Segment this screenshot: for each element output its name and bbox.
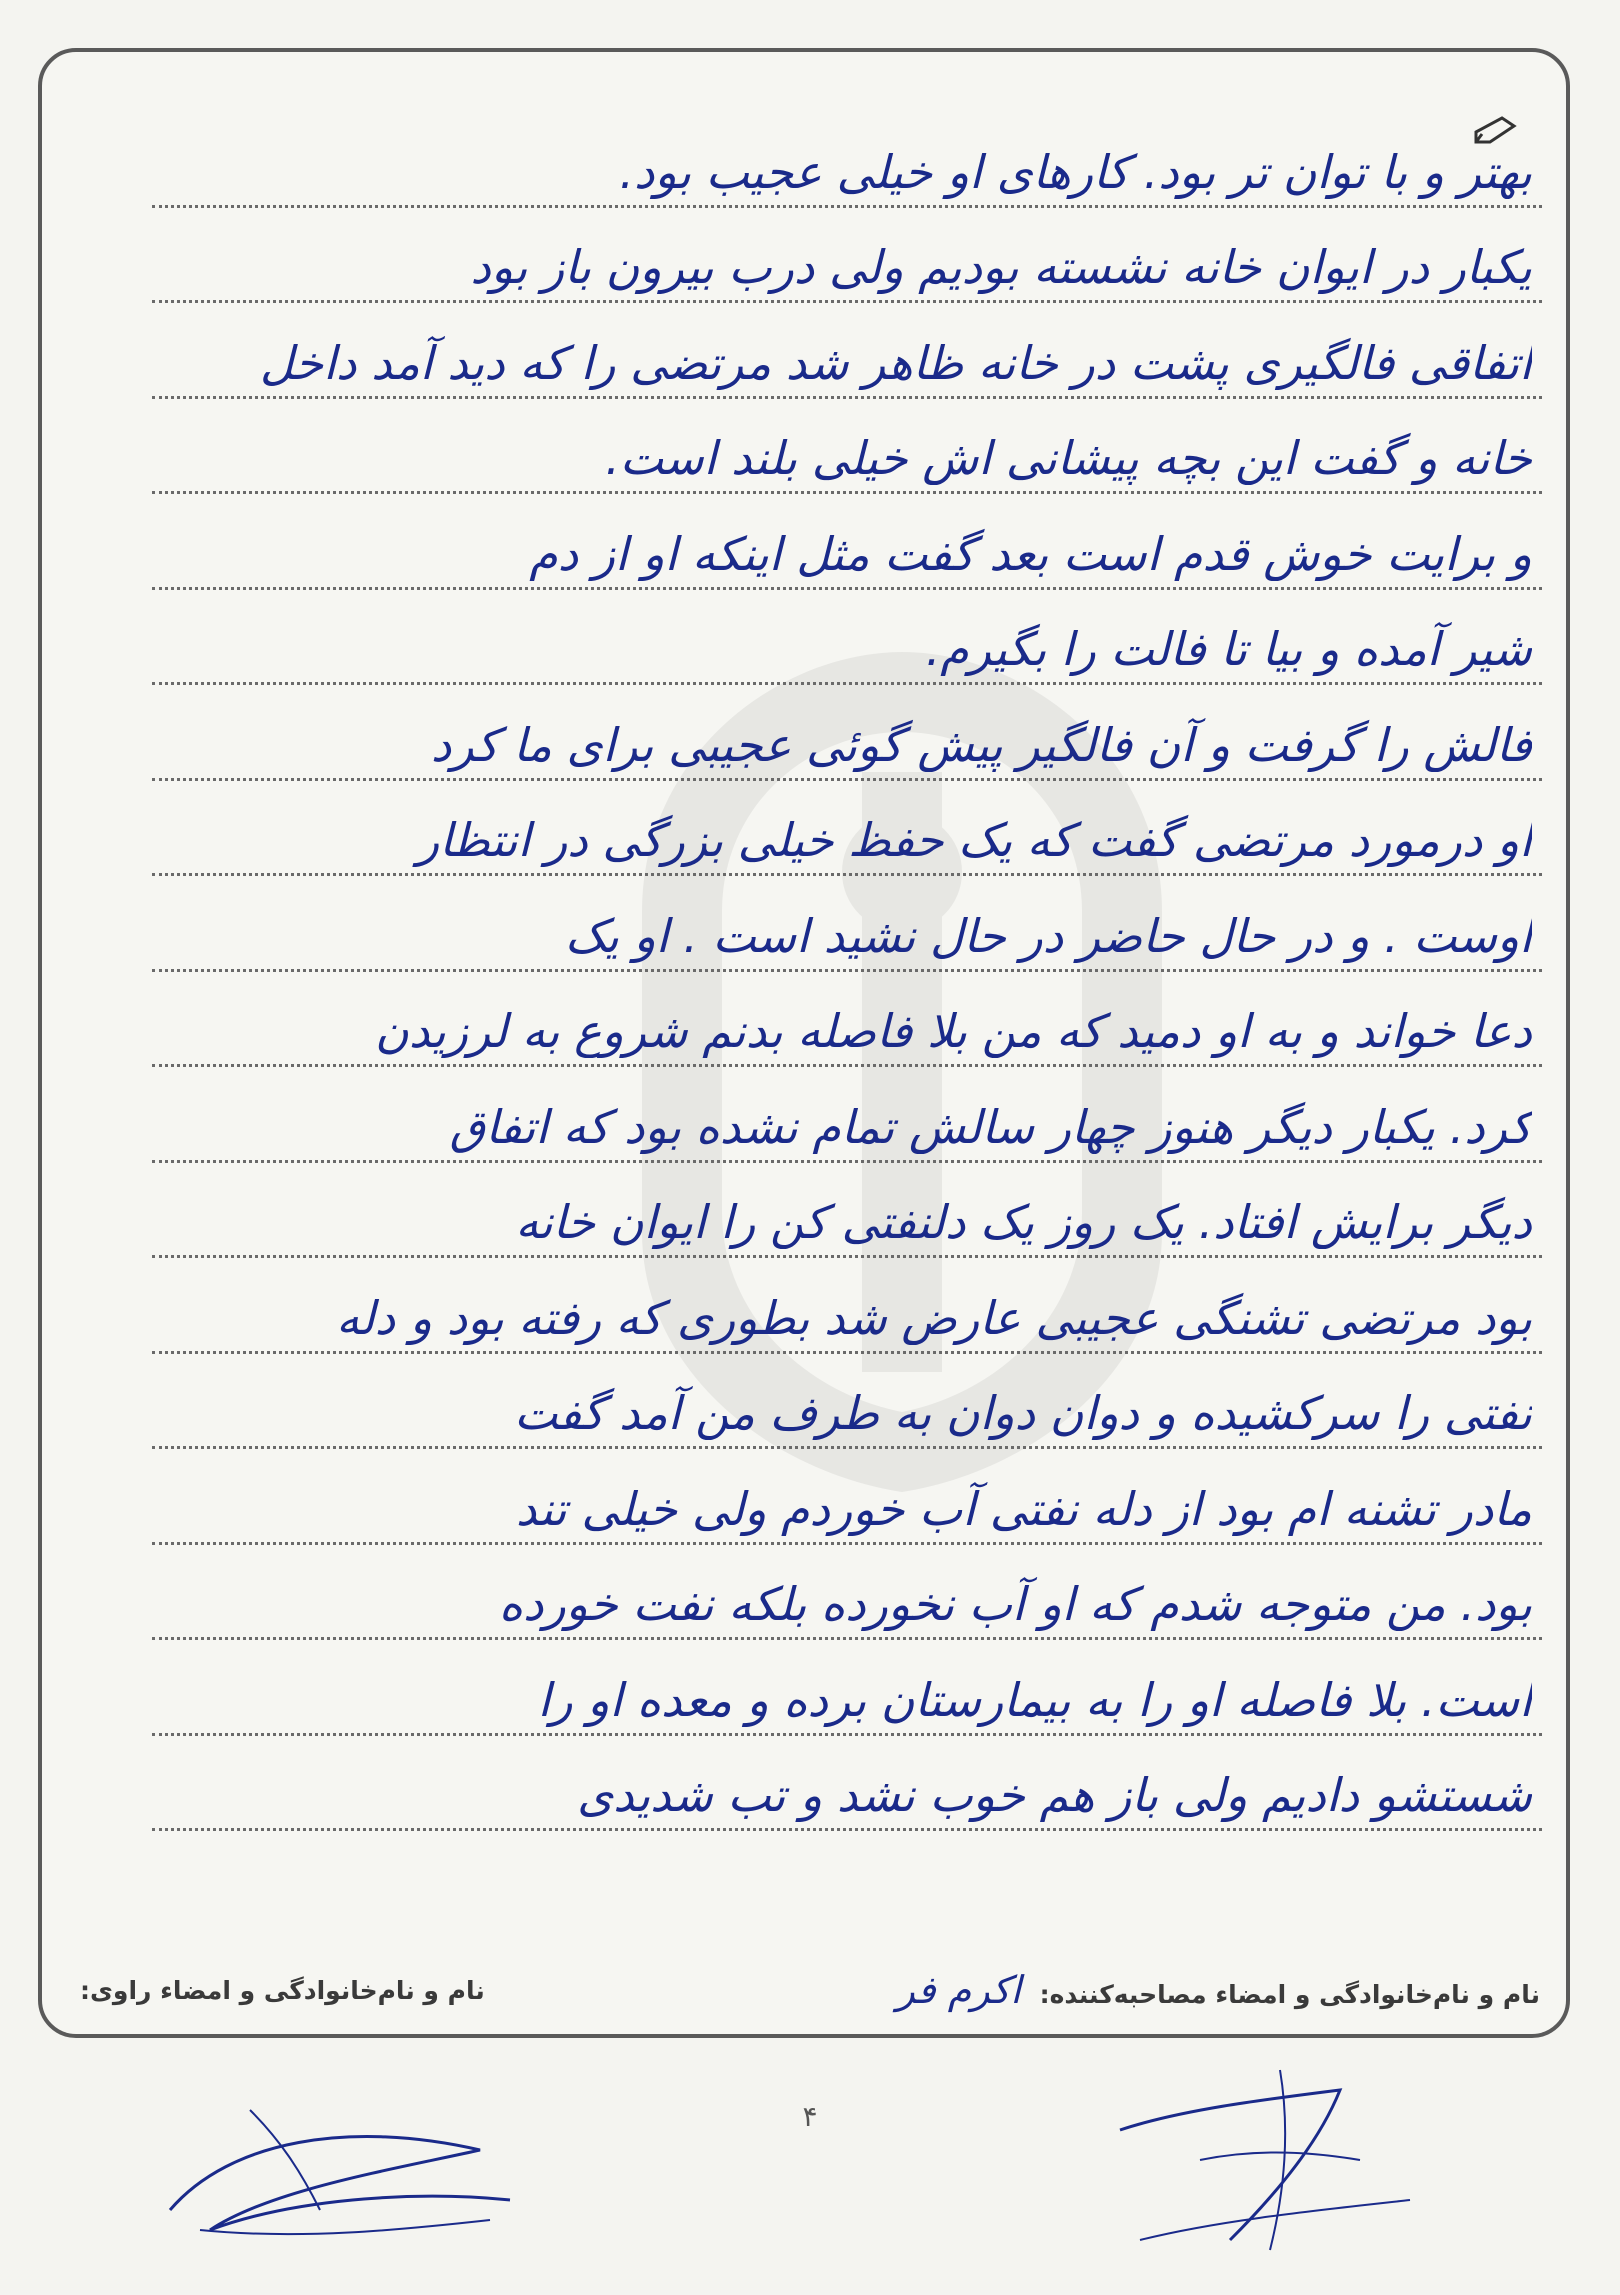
line-row	[152, 1163, 1542, 1259]
handwritten-line: یکبار در ایوان خانه نشسته بودیم ولی درب بیرون باز بود	[470, 240, 1532, 294]
line-row	[152, 685, 1542, 781]
line-row	[152, 494, 1542, 590]
narrator-signature	[150, 2080, 530, 2250]
narrator-label: نام و نام‌خانوادگی و امضاء راوی:	[80, 1975, 485, 2005]
handwritten-line: شستشو دادیم ولی باز هم خوب نشد و تب شدیدی	[577, 1768, 1532, 1822]
handwritten-line: فالش را گرفت و آن فالگیر پیش گوئی عجیبی برای ما کرد	[430, 717, 1532, 772]
handwritten-line: اوست . و در حال حاضر در حال نشید است . او یک	[565, 908, 1532, 963]
interviewer-signature-mark	[1080, 2050, 1440, 2260]
handwritten-line: او درمورد مرتضی گفت که یک حفظ خیلی بزرگی در انتظار	[417, 813, 1532, 867]
handwritten-line: است. بلا فاصله او را به بیمارستان برده و معده او را	[537, 1672, 1532, 1727]
line-row	[152, 590, 1542, 686]
interviewer-signature: اکرم فر	[896, 1968, 1021, 2012]
narrator-label-group	[887, 1968, 1540, 2012]
handwritten-line: نفتی را سرکشیده و دوان دوان به طرف من آمد گفت	[514, 1386, 1532, 1440]
handwritten-line: مادر تشنه ام بود از دله نفتی آب خوردم ولی خیلی تند	[515, 1481, 1532, 1536]
line-row	[152, 1545, 1542, 1641]
line-row	[152, 1354, 1542, 1450]
line-row	[152, 303, 1542, 399]
handwritten-line: اتفاقی فالگیری پشت در خانه ظاهر شد مرتضی را که دید آمد داخل	[259, 335, 1532, 390]
line-row	[152, 1640, 1542, 1736]
handwritten-line: بود مرتضی تشنگی عجیبی عارض شد بطوری که رفته بود و دله	[336, 1290, 1532, 1345]
handwritten-line: خانه و گفت این بچه پیشانی اش خیلی بلند است.	[605, 431, 1532, 485]
handwritten-line: کرد. یکبار دیگر هنوز چهار سالش تمام نشده بود که اتفاق	[449, 1099, 1532, 1154]
handwritten-lines	[152, 112, 1542, 1831]
interviewer-label: نام و نام‌خانوادگی و امضاء مصاحبه‌کننده:	[1039, 1980, 1540, 2009]
handwritten-line: بهتر و با توان تر بود. کارهای او خیلی عجیب بود.	[619, 144, 1532, 199]
handwritten-line: شیر آمده و بیا تا فالت را بگیرم.	[925, 622, 1532, 676]
line-row	[152, 399, 1542, 495]
page-number: ۴	[802, 2100, 818, 2133]
handwritten-line: بود. من متوجه شدم که او آب نخورده بلکه نفت خورده	[498, 1577, 1532, 1631]
line-row	[152, 876, 1542, 972]
line-row	[152, 112, 1542, 208]
page-frame	[38, 48, 1570, 2038]
line-row	[152, 781, 1542, 877]
line-row	[152, 1736, 1542, 1832]
line-row	[152, 1449, 1542, 1545]
handwritten-line: دعا خواند و به او دمید که من بلا فاصله بدنم شروع به لرزیدن	[375, 1004, 1532, 1058]
line-row	[152, 208, 1542, 304]
handwritten-line: و برایت خوش قدم است بعد گفت مثل اینکه او از دم	[529, 526, 1532, 581]
line-row	[152, 1067, 1542, 1163]
line-row	[152, 1258, 1542, 1354]
handwritten-line: دیگر برایش افتاد. یک روز یک دلنفتی کن را ایوان خانه	[515, 1195, 1532, 1249]
signature-footer	[80, 1965, 1540, 2015]
line-row	[152, 972, 1542, 1068]
